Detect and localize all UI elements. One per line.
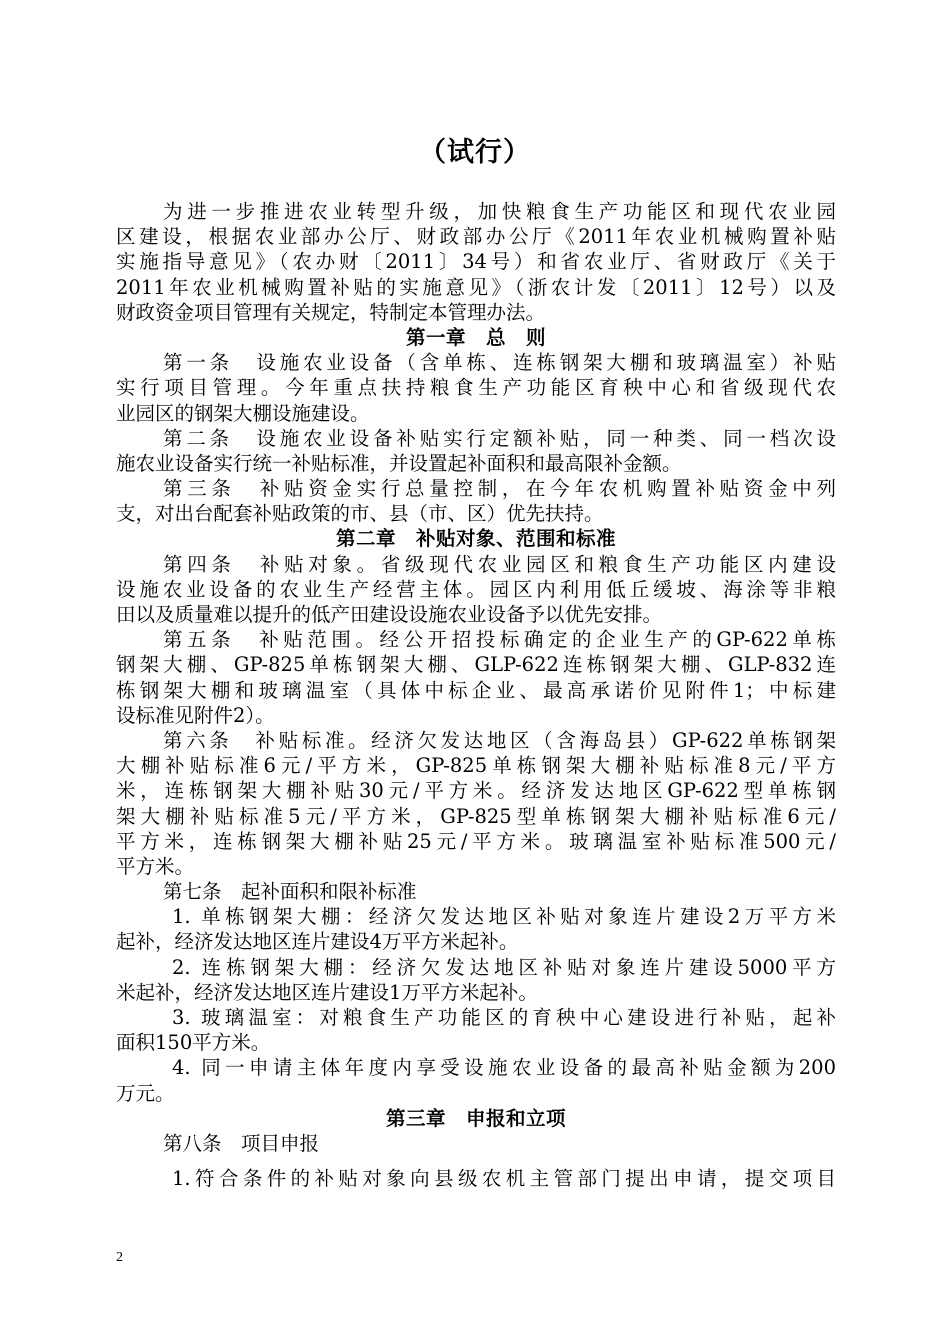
chapter-2-title: 第二章 补贴对象、范围和标准 [335,527,616,551]
article-line: 业园区的钢架大棚设施建设。 [116,401,370,425]
article-line: 平方米，连栋钢架大棚补贴25元/平方米。玻璃温室补贴标准500元/ [116,829,836,853]
article-line: 大棚补贴标准6元/平方米，GP-825单栋钢架大棚补贴标准8元/平方 [116,754,836,778]
article-line: 万元。 [116,1081,175,1105]
document-subtitle: （试行） [419,137,531,168]
article-line: 第五条 补贴范围。经公开招投标确定的企业生产的GP-622单栋 [163,628,836,652]
article-line: 平方米。 [116,854,195,878]
article-line: 架大棚补贴标准5元/平方米，GP-825型单栋钢架大棚补贴标准6元/ [116,804,836,828]
spacer [116,1156,836,1166]
article-line: 4. 同一申请主体年度内享受设施农业设备的最高补贴金额为200 [172,1056,836,1080]
article-line: 第一条 设施农业设备（含单栋、连栋钢架大棚和玻璃温室）补贴 [163,351,836,375]
article-line: 施农业设备实行统一补贴标准，并设置起补面积和最高限补金额。 [116,451,682,475]
article-line: 实行项目管理。今年重点扶持粮食生产功能区育秧中心和省级现代农 [116,376,836,400]
article-line: 米，连栋钢架大棚补贴30元/平方米。经济发达地区GP-622型单栋钢 [116,779,836,803]
article-line: 支，对出台配套补贴政策的市、县（市、区）优先扶持。 [116,502,604,526]
preamble-line: 财政资金项目管理有关规定，特制定本管理办法。 [116,300,546,324]
article-line: 2. 连栋钢架大棚：经济欠发达地区补贴对象连片建设5000平方 [172,955,836,979]
article-line: 起补，经济发达地区连片建设4万平方米起补。 [116,930,519,954]
article-line: 第六条 补贴标准。经济欠发达地区（含海岛县）GP-622单栋钢架 [163,728,836,752]
preamble-line: 实施指导意见》（农办财〔2011〕34号）和省农业厅、省财政厅《关于 [116,250,836,274]
article-line: 面积150平方米。 [116,1031,271,1055]
article-line: 3. 玻璃温室：对粮食生产功能区的育秧中心建设进行补贴，起补 [172,1006,836,1029]
article-line: 设标准见附件2）。 [116,703,275,727]
article-line: 米起补，经济发达地区连片建设1万平方米起补。 [116,980,538,1004]
article-line: 栋钢架大棚和玻璃温室（具体中标企业、最高承诺价见附件1；中标建 [116,678,836,702]
article-line: 第七条 起补面积和限补标准 [163,880,417,904]
article-line: 1. 单栋钢架大棚：经济欠发达地区补贴对象连片建设2万平方米 [172,905,836,929]
preamble-line: 为进一步推进农业转型升级，加快粮食生产功能区和现代农业园 [163,200,836,223]
document-body [116,199,836,1191]
preamble-line: 区建设，根据农业部办公厅、财政部办公厅《2011年农业机械购置补贴 [116,225,836,249]
page-number: 2 [116,1250,123,1265]
article-line: 设施农业设备的农业生产经营主体。园区内利用低丘缓坡、海涂等非粮 [116,577,836,601]
chapter-1-title: 第一章 总 则 [405,325,546,349]
preamble-line: 2011年农业机械购置补贴的实施意见》（浙农计发〔2011〕12号）以及 [116,275,836,299]
article-line: 第八条 项目申报 [163,1131,320,1155]
article-line: 钢架大棚、GP-825单栋钢架大棚、GLP-622连栋钢架大棚、GLP-832连 [116,653,836,677]
article-line: 第三条 补贴资金实行总量控制，在今年农机购置补贴资金中列 [163,477,836,501]
chapter-3-title: 第三章 申报和立项 [385,1106,566,1130]
article-line: 1.符合条件的补贴对象向县级农机主管部门提出申请，提交项目 [172,1167,836,1191]
article-line: 第二条 设施农业设备补贴实行定额补贴，同一种类、同一档次设 [163,426,836,450]
article-line: 第四条 补贴对象。省级现代农业园区和粮食生产功能区内建设 [163,552,836,576]
article-line: 田以及质量难以提升的低产田建设设施农业设备予以优先安排。 [116,603,663,626]
